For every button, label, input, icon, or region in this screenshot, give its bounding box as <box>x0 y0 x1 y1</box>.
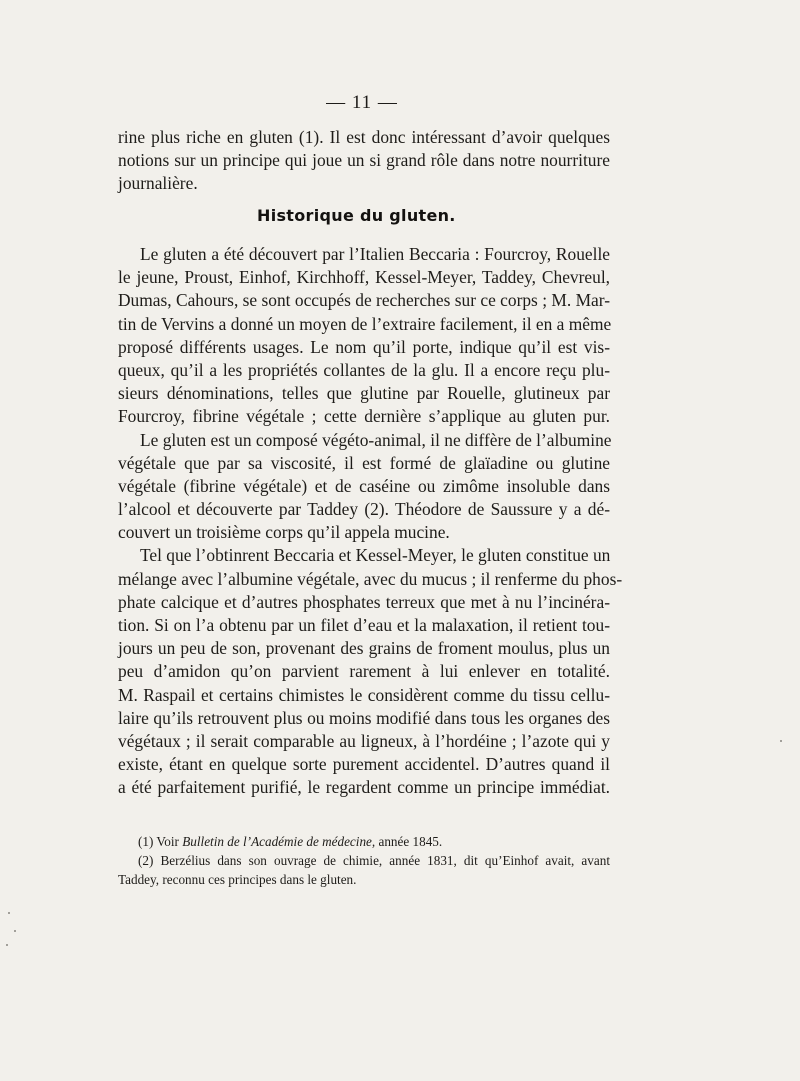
text-line: végétale (fibrine végétale) et de caséine ou zimôme insoluble dans <box>118 475 610 496</box>
text-line: sieurs dénominations, telles que glutine par Rouelle, glutineux par <box>118 383 610 404</box>
page-number: — 11 — <box>326 92 398 113</box>
text-line: végétale que par sa viscosité, il est formé de glaïadine ou glutine <box>118 452 610 473</box>
text-line: existe, étant en quelque sorte purement accidentel. D’autres quand il <box>118 754 610 775</box>
footnotes <box>118 832 610 889</box>
text-line: jours un peu de son, provenant des grains de froment moulus, plus un <box>118 638 610 659</box>
footnote-1-marker: (1) Voir <box>138 834 183 849</box>
intro-paragraph <box>118 126 610 196</box>
text-line: couvert un troisième corps qu’il appela mucine. <box>118 522 450 543</box>
text-line: Le gluten a été découvert par l’Italien Beccaria : Fourcroy, Rouelle <box>140 244 610 264</box>
footnote-1-title: Bulletin de l’Académie de médecine, <box>182 834 376 849</box>
paper-speck <box>8 912 10 914</box>
footnote-1 <box>118 832 610 851</box>
text-line: tin de Vervins a donné un moyen de l’extraire facilement, il en a même <box>118 313 612 334</box>
footnote-2-line-1: (2) Berzélius dans son ouvrage de chimie, année 1831, dit qu’Einhof avait, avant <box>138 853 610 868</box>
text-line: mélange avec l’albumine végétale, avec du mucus ; il renferme du phos- <box>118 568 623 589</box>
text-line: journalière. <box>118 173 198 194</box>
text-line: Fourcroy, fibrine végétale ; cette dernière s’applique au gluten pur. <box>118 406 610 427</box>
footnote-2-line-2: Taddey, reconnu ces principes dans le gluten. <box>118 872 357 887</box>
text-line: le jeune, Proust, Einhof, Kirchhoff, Kessel-Meyer, Taddey, Chevreul, <box>118 267 610 288</box>
paper-speck <box>14 930 16 932</box>
text-line: rine plus riche en gluten (1). Il est donc intéressant d’avoir quelques <box>118 127 610 147</box>
text-line: peu d’amidon qu’on parvient rarement à lui enlever en totalité. <box>118 661 610 682</box>
text-line: Tel que l’obtinrent Beccaria et Kessel-Meyer, le gluten constitue un <box>140 545 611 566</box>
text-line: Dumas, Cahours, se sont occupés de recherches sur ce corps ; M. Mar- <box>118 290 610 311</box>
text-line: végétaux ; il serait comparable au ligneux, à l’hordéine ; l’azote qui y <box>118 730 610 751</box>
section-heading: Historique du gluten. <box>257 206 456 225</box>
text-line: a été parfaitement purifié, le regardent comme un principe immédiat. <box>118 777 610 798</box>
text-line: l’alcool et découverte par Taddey (2). Théodore de Saussure y a dé- <box>118 499 610 520</box>
footnote-1-rest: année 1845. <box>375 834 443 849</box>
text-line: proposé différents usages. Le nom qu’il porte, indique qu’il est vis- <box>118 336 610 357</box>
paper-speck <box>780 740 782 742</box>
text-line: queux, qu’il a les propriétés collantes de la glu. Il a encore reçu plu- <box>118 359 610 380</box>
text-line: notions sur un principe qui joue un si grand rôle dans notre nourriture <box>118 150 610 171</box>
text-line: laire qu’ils retrouvent plus ou moins modifié dans tous les organes des <box>118 707 610 728</box>
text-line: M. Raspail et certains chimistes le considèrent comme du tissu cellu- <box>118 684 610 705</box>
paper-speck <box>6 944 8 946</box>
text-line: Le gluten est un composé végéto-animal, il ne diffère de l’albumine <box>140 429 612 450</box>
body-text <box>118 243 623 800</box>
text-line: tion. Si on l’a obtenu par un filet d’eau et la malaxation, il retient tou- <box>118 615 610 635</box>
text-line: phate calcique et d’autres phosphates terreux que met à nu l’incinéra- <box>118 591 610 612</box>
